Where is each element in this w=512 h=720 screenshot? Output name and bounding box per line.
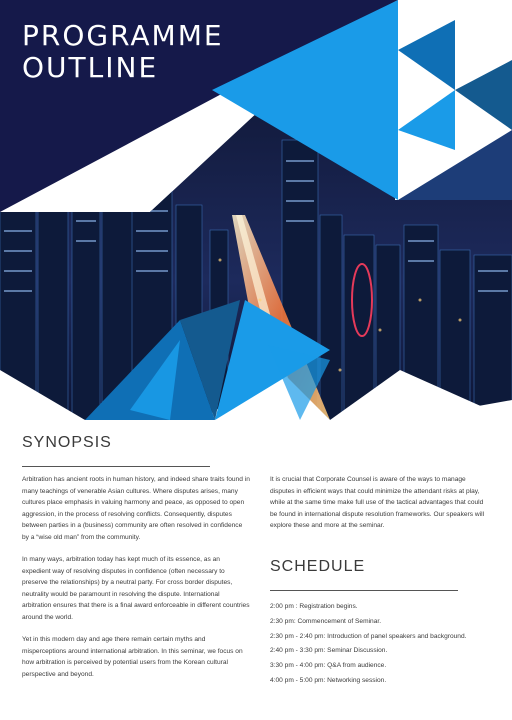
title-line-2: OUTLINE <box>22 51 159 84</box>
synopsis-right-paragraph: It is crucial that Corporate Counsel is aware of the ways to manage disputes in efficient ways that could minimize the attendant risks at play, while at the same time make full use of the tactical advantages that could be found in international dispute resolution frameworks. Our speakers will explore these and more at the seminar. <box>270 476 485 529</box>
synopsis-right-column <box>270 474 492 543</box>
title-line-1: PROGRAMME <box>22 19 224 52</box>
schedule-list <box>270 600 466 689</box>
synopsis-paragraph-3: Yet in this modern day and age there remain certain myths and misperceptions around international arbitration. In this seminar, we focus on how arbitration is perceived by potential users from the Korean cultural perspective and beyond. <box>22 636 243 678</box>
synopsis-paragraph-2: In many ways, arbitration today has kept much of its essence, as an expedient way of resolving disputes in confidence (often necessary to preserve the relationships) by a neutral party. For cross border disputes, neutrality would be paramount in resolving the dispute. International arbitration ensures that there is a final award enforceable in different countries around the world. <box>22 556 250 621</box>
schedule-item: 2:40 pm - 3:30 pm: Seminar Discussion. <box>270 647 388 655</box>
synopsis-left-column <box>22 474 250 691</box>
schedule-item: 2:30 pm - 2:40 pm: Introduction of panel speakers and background. <box>270 632 467 640</box>
schedule-item: 2:00 pm : Registration begins. <box>270 603 358 610</box>
programme-outline-title <box>22 20 224 84</box>
schedule-item: 4:00 pm - 5:00 pm: Networking session. <box>270 676 387 684</box>
schedule-rule <box>270 590 458 591</box>
schedule-item: 2:30 pm: Commencement of Seminar. <box>270 617 382 625</box>
schedule-heading: SCHEDULE <box>270 558 366 575</box>
schedule-item: 3:30 pm - 4:00 pm: Q&A from audience. <box>270 662 387 670</box>
synopsis-heading: SYNOPSIS <box>22 434 112 451</box>
synopsis-rule <box>22 466 210 467</box>
synopsis-paragraph-1: Arbitration has ancient roots in human history, and indeed share traits found in many teachings of venerable Asian cultures. Where disputes arises, many cultures place emphasis in valuing harmony and peace, as opposed to open aggression, in the process of resolving conflicts. Consequently, disputes between parties in a (business) community are often resolved in confidence by a “wise old man” from the community. <box>22 476 250 541</box>
